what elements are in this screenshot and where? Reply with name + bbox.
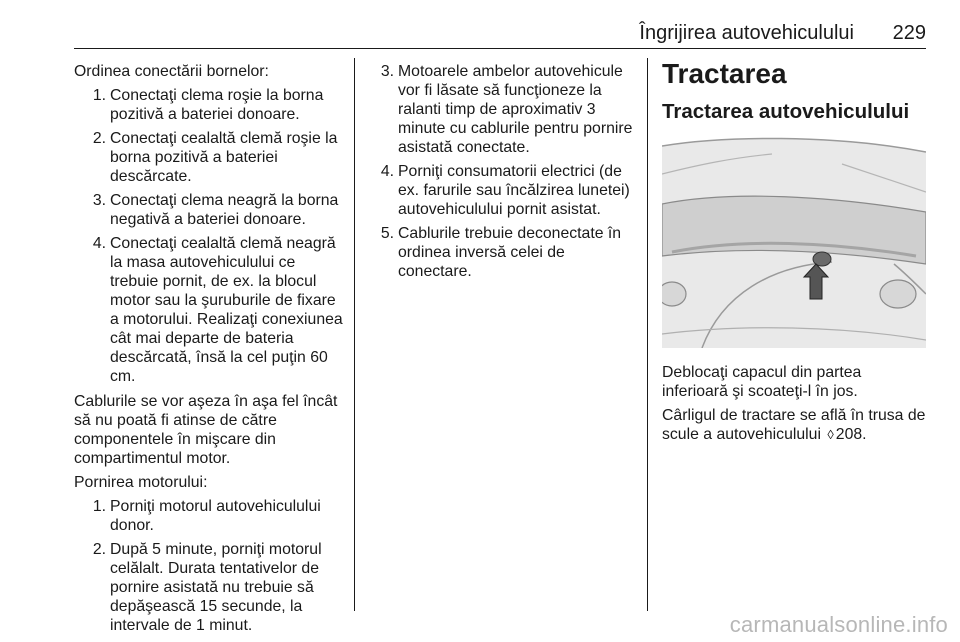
chapter-title: Îngrijirea autovehiculului [639,22,854,44]
cables-note: Cablurile se vor aşeza în aşa fel încât să nu poată fi atinse de către componentele în mişcare din compartimentul motor. [74,393,338,467]
list-item: 4. Porniţi consumatorii electrici (de ex. farurile sau încălzirea lunetei) autovehiculului pornit asistat. [380,163,630,218]
page-reference-icon: ◊ [827,427,834,442]
engine-start-intro: Pornirea motorului: [74,474,208,491]
engine-start-steps-continued [374,62,640,281]
watermark-logo: carmanualsonline.info [729,612,948,637]
page-header [74,22,926,48]
list-item: 1. Porniţi motorul autovehiculului donor. [92,498,321,534]
list-item: 1. Conectaţi clema roşie la borna pozitivă a bateriei donoare. [92,87,324,123]
page-reference-link[interactable]: 208. [835,426,867,443]
column-right [662,58,930,449]
list-item: 3. Motoarele ambelor autovehicule vor fi lăsate să funcţioneze la ralanti timp de aproximativ 3 minute cu cablurile pentru pornire asistată conectate. [380,63,633,156]
connection-steps-list [74,86,346,386]
unlock-cover-instruction: Deblocaţi capacul din partea inferioară şi scoateţi-l în jos. [662,364,862,400]
tow-hook-location: Cârligul de tractare se află în trusa de scule a autovehiculului ◊ 208. [662,407,926,443]
column-divider-2 [647,58,648,611]
towing-eye-cover-illustration [662,134,926,348]
list-item: 2. După 5 minute, porniţi motorul celălalt. Durata tentativelor de pornire asistată nu trebuie să depăşească 15 secunde, la intervale de 1 minut. [92,541,322,634]
section-heading: Tractarea [662,58,787,89]
list-item: 5. Cablurile trebuie deconectate în ordinea inversă celei de conectare. [380,225,622,280]
list-item: 2. Conectaţi cealaltă clemă roşie la borna pozitivă a bateriei descărcate. [92,130,338,185]
list-item: 3. Conectaţi clema neagră la borna negativă a bateriei donoare. [92,192,339,228]
column-left [74,62,346,641]
header-rule [74,48,926,49]
page-number: 229 [892,22,926,44]
column-divider-1 [354,58,355,611]
connection-order-intro: Ordinea conectării bornelor: [74,63,269,80]
list-item: 4. Conectaţi cealaltă clemă neagră la masa autovehiculului ce trebuie pornit, de ex. la blocul motor sau la şuruburile de fixare a motorului. Realizaţi conexiunea cât mai departe de bateria descărcată, însă la cel puţin 60 cm. [92,235,343,385]
column-middle [374,62,640,287]
subsection-heading: Tractarea autovehiculului [662,100,910,123]
engine-start-steps-list [74,497,346,635]
